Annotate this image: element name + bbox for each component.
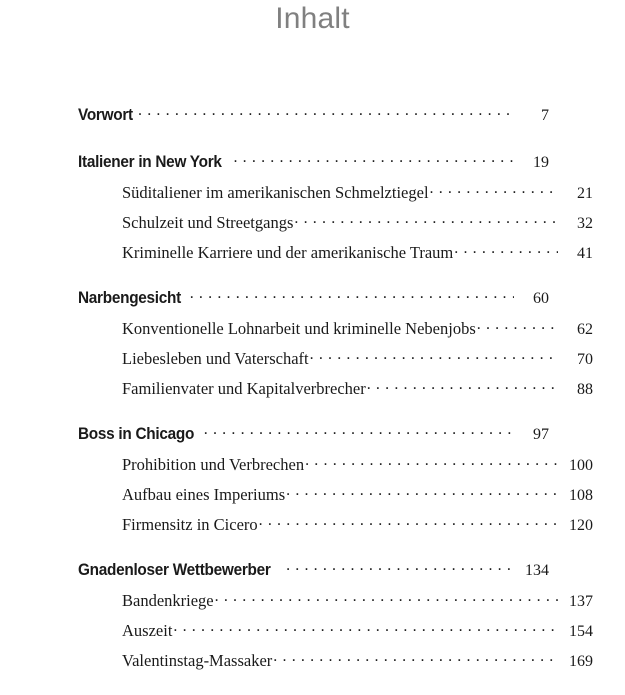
- toc-sub-entry[interactable]: [78, 484, 593, 514]
- toc-entry-label: Prohibition und Verbrechen: [122, 455, 305, 474]
- toc-group: [78, 104, 549, 135]
- toc-chapter-entry[interactable]: [78, 104, 549, 135]
- toc-entry-label: Boss in Chicago: [78, 425, 195, 443]
- toc-page-number: 169: [569, 653, 593, 670]
- toc-page-number: 60: [533, 290, 549, 307]
- toc-sub-entry[interactable]: [78, 590, 593, 620]
- toc-entry-label: Kriminelle Karriere und der amerikanische Traum: [122, 243, 454, 262]
- toc-page-number: 32: [577, 215, 593, 232]
- dot-leader: [367, 378, 558, 394]
- toc-page-number: 100: [569, 457, 593, 474]
- toc-entry-label: Familienvater und Kapitalverbrecher: [122, 379, 366, 398]
- toc-group: [78, 423, 593, 544]
- toc-entry-label: Liebesleben und Vaterschaft: [122, 349, 309, 368]
- toc-page-number: 62: [577, 321, 593, 338]
- dot-leader: [305, 454, 558, 470]
- toc-page-number: 108: [569, 487, 593, 504]
- dot-leader: [259, 514, 558, 530]
- dot-leader: [215, 590, 558, 606]
- toc-entry-label: Italiener in New York: [78, 153, 222, 171]
- dot-leader: [138, 104, 514, 120]
- toc-sub-entry[interactable]: [78, 514, 593, 544]
- toc-page-number: 137: [569, 593, 593, 610]
- toc-sub-entry[interactable]: [78, 212, 593, 242]
- toc-page-number: 70: [577, 351, 593, 368]
- dot-leader: [286, 559, 514, 575]
- toc-group: [78, 151, 593, 272]
- toc-page-number: 7: [541, 107, 549, 124]
- toc-entry-label: Gnadenloser Wettbewerber: [78, 561, 271, 579]
- dot-leader: [477, 318, 558, 334]
- toc-page-number: 19: [533, 154, 549, 171]
- toc-page-number: 154: [569, 623, 593, 640]
- toc-page-number: 21: [577, 185, 593, 202]
- toc-page-number: 134: [525, 562, 549, 579]
- toc-entry-label: Auszeit: [122, 621, 173, 640]
- toc-page-number: 97: [533, 426, 549, 443]
- toc-entry-label: Narbengesicht: [78, 289, 181, 307]
- toc-sub-entry[interactable]: [78, 318, 593, 348]
- toc-sub-entry[interactable]: [78, 378, 593, 408]
- dot-leader: [454, 242, 558, 258]
- toc-chapter-entry[interactable]: [78, 287, 549, 318]
- toc-group: [78, 287, 593, 408]
- dot-leader: [273, 650, 558, 666]
- dot-leader: [294, 212, 558, 228]
- toc-entry-label: Valentinstag-Massaker: [122, 651, 273, 670]
- toc-page-number: 88: [577, 381, 593, 398]
- dot-leader: [173, 620, 558, 636]
- toc-page-number: 41: [577, 245, 593, 262]
- toc-entry-label: Süditaliener im amerikanischen Schmelztiegel: [122, 183, 429, 202]
- dot-leader: [233, 151, 514, 167]
- toc-page-number: 120: [569, 517, 593, 534]
- dot-leader: [430, 182, 558, 198]
- toc-chapter-entry[interactable]: [78, 151, 549, 182]
- toc-chapter-entry[interactable]: [78, 559, 549, 590]
- toc-entry-label: Firmensitz in Cicero: [122, 515, 258, 534]
- toc-group: [78, 559, 593, 680]
- toc-chapter-entry[interactable]: [78, 423, 549, 454]
- dot-leader: [310, 348, 558, 364]
- toc-sub-entry[interactable]: [78, 242, 593, 272]
- page-title: Inhalt: [275, 2, 350, 35]
- dot-leader: [286, 484, 558, 500]
- dot-leader: [204, 423, 514, 439]
- toc-entry-label: Schulzeit und Streetgangs: [122, 213, 294, 232]
- toc-sub-entry[interactable]: [78, 182, 593, 212]
- toc-sub-entry[interactable]: [78, 650, 593, 680]
- toc-entry-label: Konventionelle Lohnarbeit und kriminelle Nebenjobs: [122, 319, 476, 338]
- toc-sub-entry[interactable]: [78, 454, 593, 484]
- dot-leader: [190, 287, 514, 303]
- toc-entry-label: Vorwort: [78, 106, 133, 124]
- toc-entry-label: Bandenkriege: [122, 591, 214, 610]
- toc-sub-entry[interactable]: [78, 348, 593, 378]
- toc-entry-label: Aufbau eines Imperiums: [122, 485, 286, 504]
- toc-entry-list: [78, 104, 593, 695]
